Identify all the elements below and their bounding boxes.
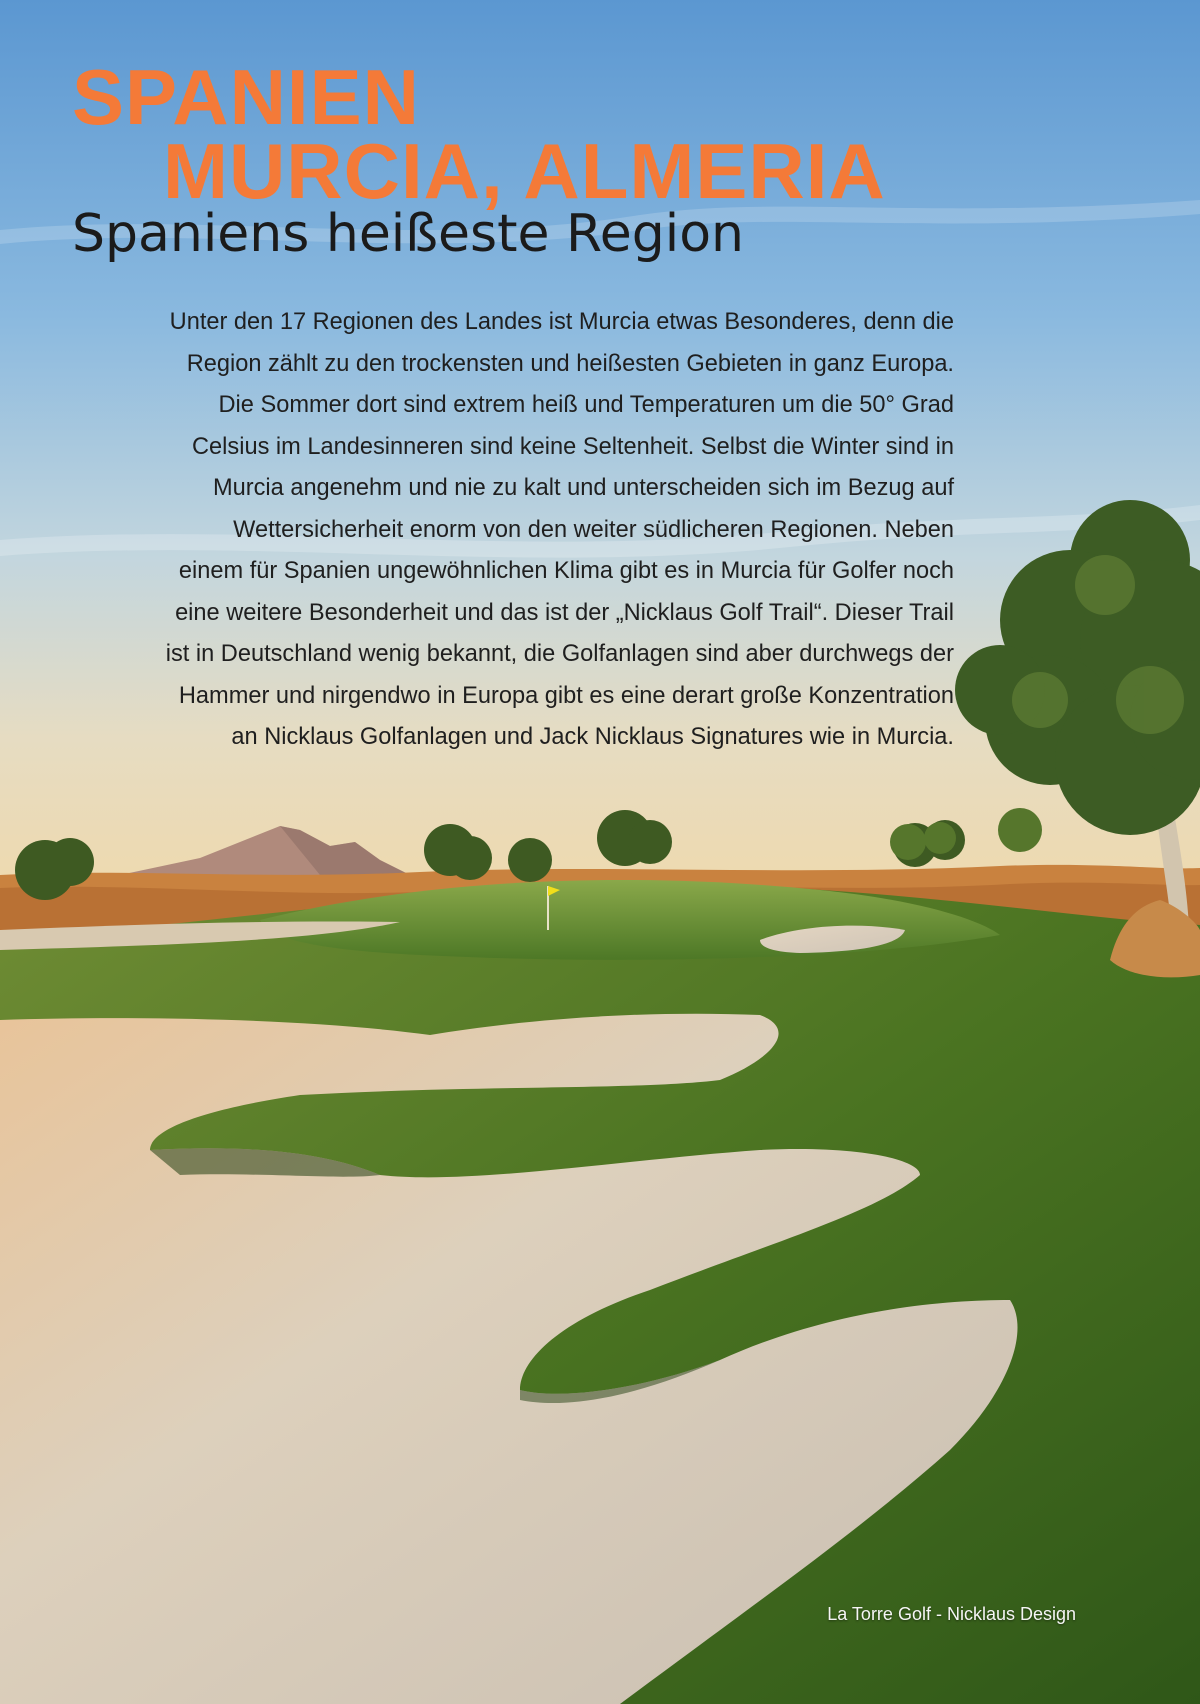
body-line: Wettersicherheit enorm von den weiter südlicheren Regionen. Neben [233,516,954,543]
body-line: Celsius im Landesinneren sind keine Seltenheit. Selbst die Winter sind in [192,433,954,460]
body-line: Murcia angenehm und nie zu kalt und unterscheiden sich im Bezug auf [212,475,954,501]
body-line: an Nicklaus Golfanlagen und Jack Nicklaus Signatures wie in Murcia. [231,724,954,750]
title-line-1: SPANIEN [72,53,420,141]
body-line: einem für Spanien ungewöhnlichen Klima gibt es in Murcia für Golfer noch [178,558,954,584]
body-paragraph [166,302,954,759]
title-line-2: MURCIA, ALMERIA [163,127,886,215]
subtitle: Spaniens heißeste Region [72,204,745,264]
body-line: Region zählt zu den trockensten und heißesten Gebieten in ganz Europa. [186,350,954,377]
body-line: ist in Deutschland wenig bekannt, die Golfanlagen sind aber durchwegs der [165,641,954,667]
body-line: Unter den 17 Regionen des Landes ist Murcia etwas Besonderes, denn die [169,309,954,335]
photo-caption: La Torre Golf - Nicklaus Design [827,1604,1076,1624]
body-line: eine weitere Besonderheit und das ist der „Nicklaus Golf Trail“. Dieser Trail [175,599,954,626]
body-line: Die Sommer dort sind extrem heiß und Temperaturen um die 50° Grad [218,392,954,418]
body-line: Hammer und nirgendwo in Europa gibt es eine derart große Konzentration [178,682,954,709]
